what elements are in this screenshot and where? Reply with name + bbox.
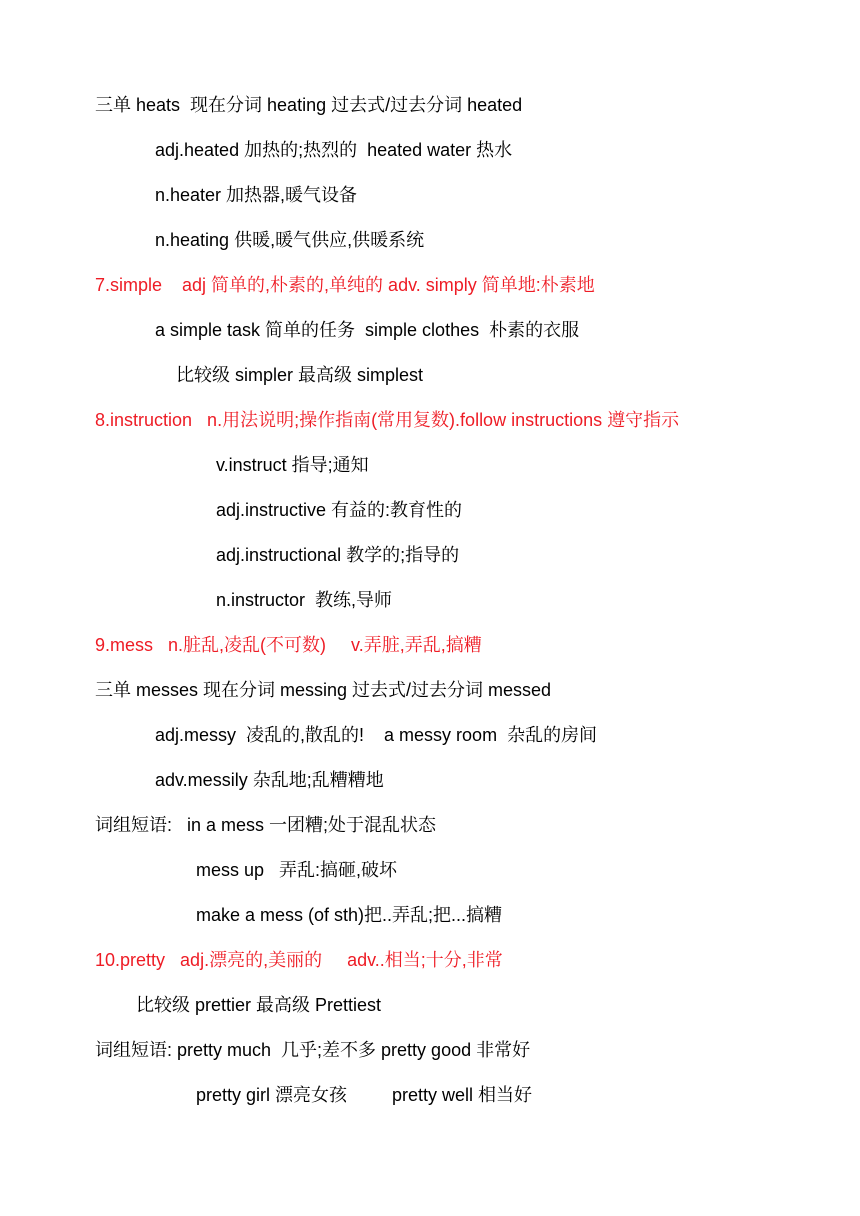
text-line: mess up 弄乱:搞砸,破坏 — [196, 860, 398, 880]
text-line: make a mess (of sth)把..弄乱;把...搞糟 — [196, 905, 503, 925]
entry-heading: 9.mess n.脏乱,凌乱(不可数) v.弄脏,弄乱,搞糟 — [95, 635, 482, 655]
text-line: 三单 messes 现在分词 messing 过去式/过去分词 messed — [95, 680, 552, 700]
entry-heading: 10.pretty adj.漂亮的,美丽的 adv..相当;十分,非常 — [95, 950, 503, 970]
text-line: adj.messy 凌乱的,散乱的! a messy room 杂乱的房间 — [155, 725, 598, 745]
text-line: adj.instructive 有益的:教育性的 — [216, 500, 463, 520]
text-line: a simple task 简单的任务 simple clothes 朴素的衣服 — [155, 320, 580, 340]
text-line: adv.messily 杂乱地;乱糟糟地 — [155, 770, 384, 790]
entry-heading: 8.instruction n.用法说明;操作指南(常用复数).follow instructions 遵守指示 — [95, 410, 680, 430]
text-line: v.instruct 指导;通知 — [216, 455, 369, 475]
text-line: adj.heated 加热的;热烈的 heated water 热水 — [155, 140, 513, 160]
text-line: 词组短语: pretty much 几乎;差不多 pretty good 非常好 — [95, 1040, 531, 1060]
text-line: 比较级 simpler 最高级 simplest — [176, 365, 424, 385]
text-line: adj.instructional 教学的;指导的 — [216, 545, 460, 565]
text-line: n.heater 加热器,暖气设备 — [155, 185, 358, 205]
text-line: n.instructor 教练,导师 — [216, 590, 393, 610]
text-line: 比较级 prettier 最高级 Prettiest — [136, 995, 382, 1015]
entry-heading: 7.simple adj 简单的,朴素的,单纯的 adv. simply 简单地:朴素地 — [95, 275, 595, 295]
text-line: n.heating 供暖,暖气供应,供暖系统 — [155, 230, 425, 250]
text-line: 三单 heats 现在分词 heating 过去式/过去分词 heated — [95, 95, 523, 115]
text-line: pretty girl 漂亮女孩 pretty well 相当好 — [196, 1085, 533, 1105]
text-line: 词组短语: in a mess 一团糟;处于混乱状态 — [95, 815, 437, 835]
